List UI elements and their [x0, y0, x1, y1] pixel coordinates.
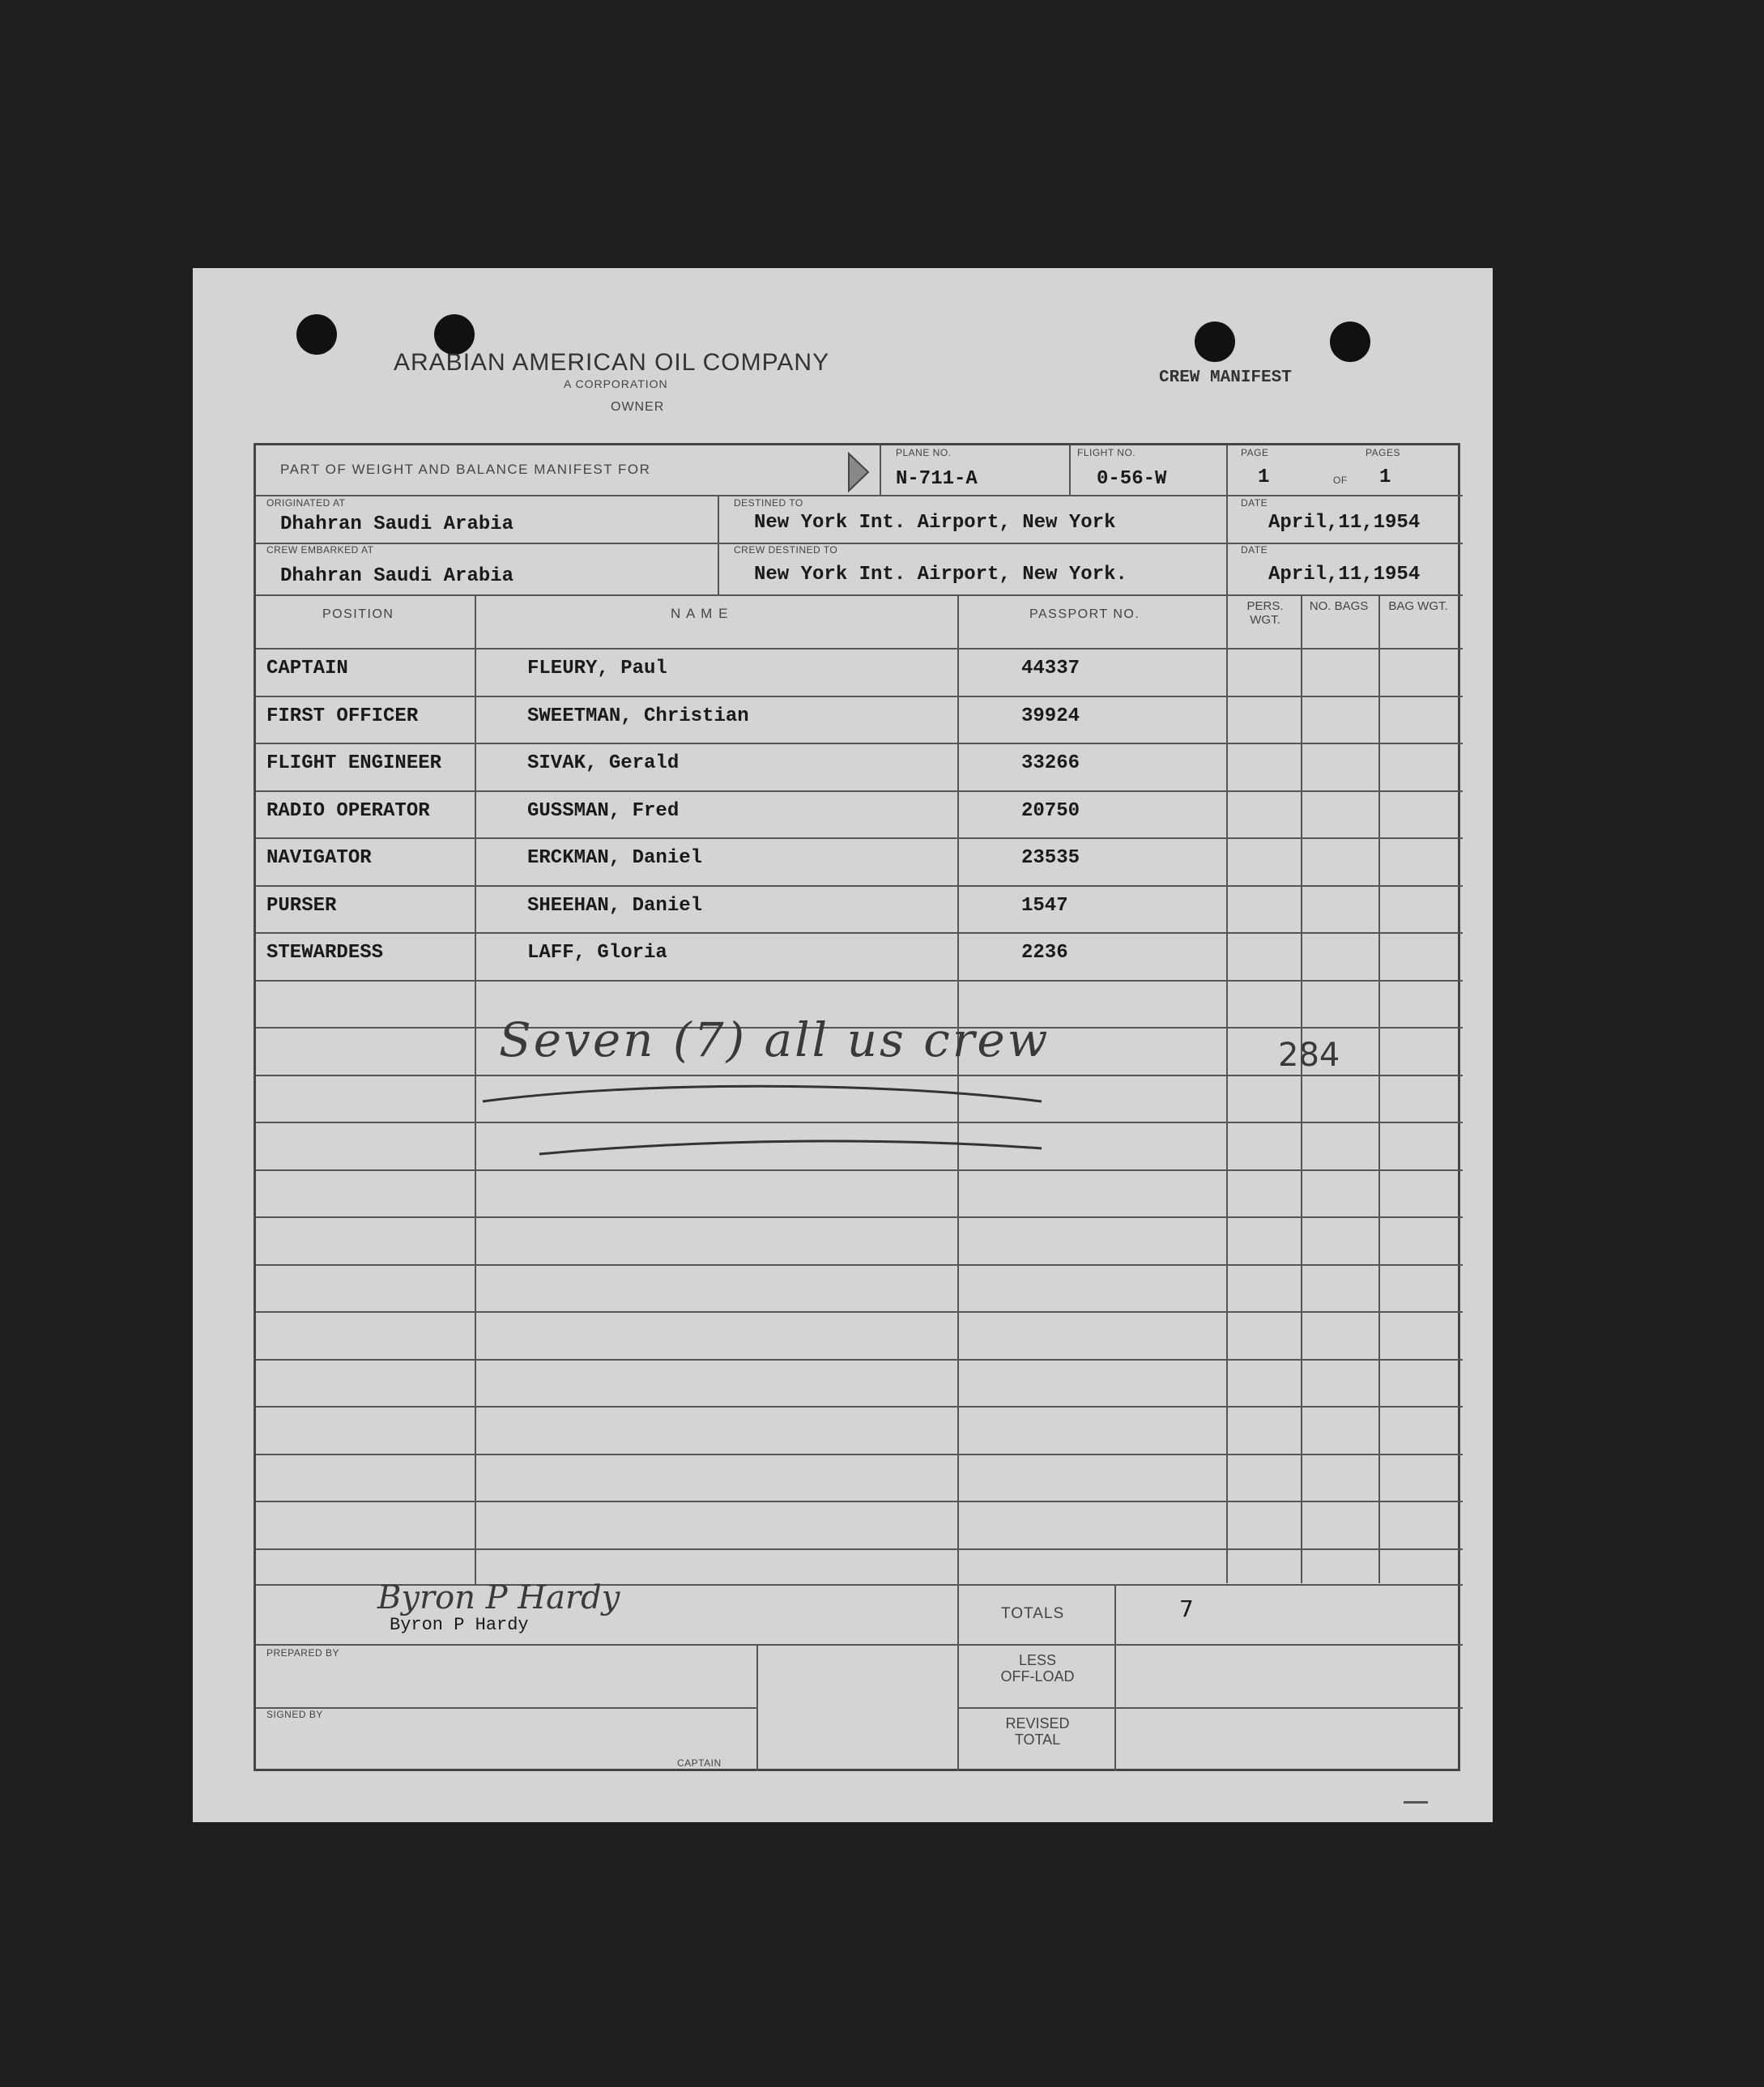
position-header: POSITION — [322, 607, 394, 621]
no-bags-header: NO. BAGS — [1309, 599, 1369, 613]
handwritten-note: Seven (7) all us crew — [499, 1012, 1050, 1067]
crew-position: RADIO OPERATOR — [266, 799, 430, 822]
row-line — [256, 1075, 1463, 1076]
crew-passport: 39924 — [1021, 705, 1080, 727]
typed-name: Byron P Hardy — [390, 1615, 529, 1635]
pers-wgt-header: PERS. WGT. — [1246, 599, 1284, 627]
crew-name: ERCKMAN, Daniel — [527, 847, 703, 869]
handwritten-underline-mark — [475, 1077, 1058, 1174]
crew-position: FLIGHT ENGINEER — [266, 752, 442, 774]
crew-name: LAFF, Gloria — [527, 942, 667, 964]
row-line — [256, 1359, 1463, 1361]
date-label: DATE — [1241, 497, 1268, 509]
destined-to: New York Int. Airport, New York — [754, 512, 1116, 534]
crew-embarked-at: Dhahran Saudi Arabia — [280, 565, 514, 587]
page-number: 1 — [1258, 466, 1270, 488]
captain-label: CAPTAIN — [677, 1757, 722, 1769]
row-line — [256, 980, 1463, 982]
punch-hole — [1195, 322, 1235, 362]
row-line — [256, 885, 1463, 887]
crew-name: FLEURY, Paul — [527, 658, 667, 679]
prepared-by-label: PREPARED BY — [266, 1647, 339, 1659]
row-line — [256, 790, 1463, 792]
row-line — [256, 743, 1463, 744]
corporation-label: A CORPORATION — [564, 377, 668, 390]
originated-at-label: ORIGINATED AT — [266, 497, 346, 509]
date-departure: April,11,1954 — [1268, 512, 1421, 534]
part-of-label: PART OF WEIGHT AND BALANCE MANIFEST FOR — [280, 462, 651, 477]
crew-embarked-label: CREW EMBARKED AT — [266, 544, 374, 556]
row-line — [256, 837, 1463, 839]
less-offload-label: LESS OFF-LOAD — [1000, 1652, 1075, 1685]
pages-number: 1 — [1379, 466, 1391, 488]
row-line — [256, 1548, 1463, 1550]
row-line — [256, 932, 1463, 934]
row-line — [256, 1501, 1463, 1502]
destined-to-label: DESTINED TO — [734, 497, 803, 509]
row-line — [256, 1311, 1463, 1313]
passport-header: PASSPORT NO. — [1029, 607, 1140, 621]
arrow-right-icon — [846, 450, 871, 494]
crew-destined-to: New York Int. Airport, New York. — [754, 564, 1127, 586]
bag-wgt-header: BAG WGT. — [1388, 599, 1448, 613]
manifest-sheet — [193, 268, 1493, 1822]
document-title: CREW MANIFEST — [1159, 368, 1292, 387]
punch-hole — [1330, 322, 1370, 362]
revised-total-label: REVISED TOTAL — [1005, 1715, 1070, 1748]
crew-passport: 44337 — [1021, 658, 1080, 679]
date-label: DATE — [1241, 544, 1268, 556]
name-header: N A M E — [671, 606, 729, 621]
manifest-form — [254, 443, 1460, 1771]
crew-name: GUSSMAN, Fred — [527, 799, 680, 822]
row-line — [256, 1454, 1463, 1455]
punch-hole — [296, 314, 337, 355]
originated-at: Dhahran Saudi Arabia — [280, 513, 514, 535]
crew-passport: 33266 — [1021, 752, 1080, 774]
totals-label: TOTALS — [1001, 1605, 1065, 1622]
crew-name: SIVAK, Gerald — [527, 752, 680, 774]
crew-passport: 2236 — [1021, 942, 1068, 964]
form-code: ▬▬▬ — [1404, 1797, 1428, 1806]
signed-by-label: SIGNED BY — [266, 1709, 323, 1720]
owner-label: OWNER — [611, 400, 665, 414]
row-line — [256, 1406, 1463, 1408]
crew-destined-label: CREW DESTINED TO — [734, 544, 838, 556]
totals-value: 7 — [1179, 1595, 1194, 1622]
crew-name: SWEETMAN, Christian — [527, 705, 749, 727]
crew-passport: 1547 — [1021, 894, 1068, 917]
crew-position: NAVIGATOR — [266, 847, 372, 869]
row-line — [256, 696, 1463, 697]
pages-label: PAGES — [1366, 447, 1400, 458]
crew-passport: 20750 — [1021, 799, 1080, 822]
crew-position: PURSER — [266, 894, 337, 917]
date-arrival: April,11,1954 — [1268, 564, 1421, 586]
plane-no: N-711-A — [896, 468, 978, 490]
row-line — [256, 648, 1463, 650]
crew-position: CAPTAIN — [266, 658, 348, 679]
flight-no: 0-56-W — [1097, 468, 1167, 490]
company-name: ARABIAN AMERICAN OIL COMPANY — [394, 349, 830, 376]
flight-no-label: FLIGHT NO. — [1077, 447, 1136, 458]
crew-position: STEWARDESS — [266, 942, 384, 964]
row-line — [256, 1216, 1463, 1218]
plane-no-label: PLANE NO. — [896, 447, 952, 458]
of-label: OF — [1333, 475, 1348, 486]
crew-position: FIRST OFFICER — [266, 705, 419, 727]
crew-passport: 23535 — [1021, 847, 1080, 869]
row-line — [256, 1264, 1463, 1266]
signature: Byron P Hardy — [377, 1579, 620, 1616]
page-label: PAGE — [1241, 447, 1269, 458]
crew-name: SHEEHAN, Daniel — [527, 894, 703, 917]
handwritten-number: 284 — [1278, 1037, 1340, 1074]
